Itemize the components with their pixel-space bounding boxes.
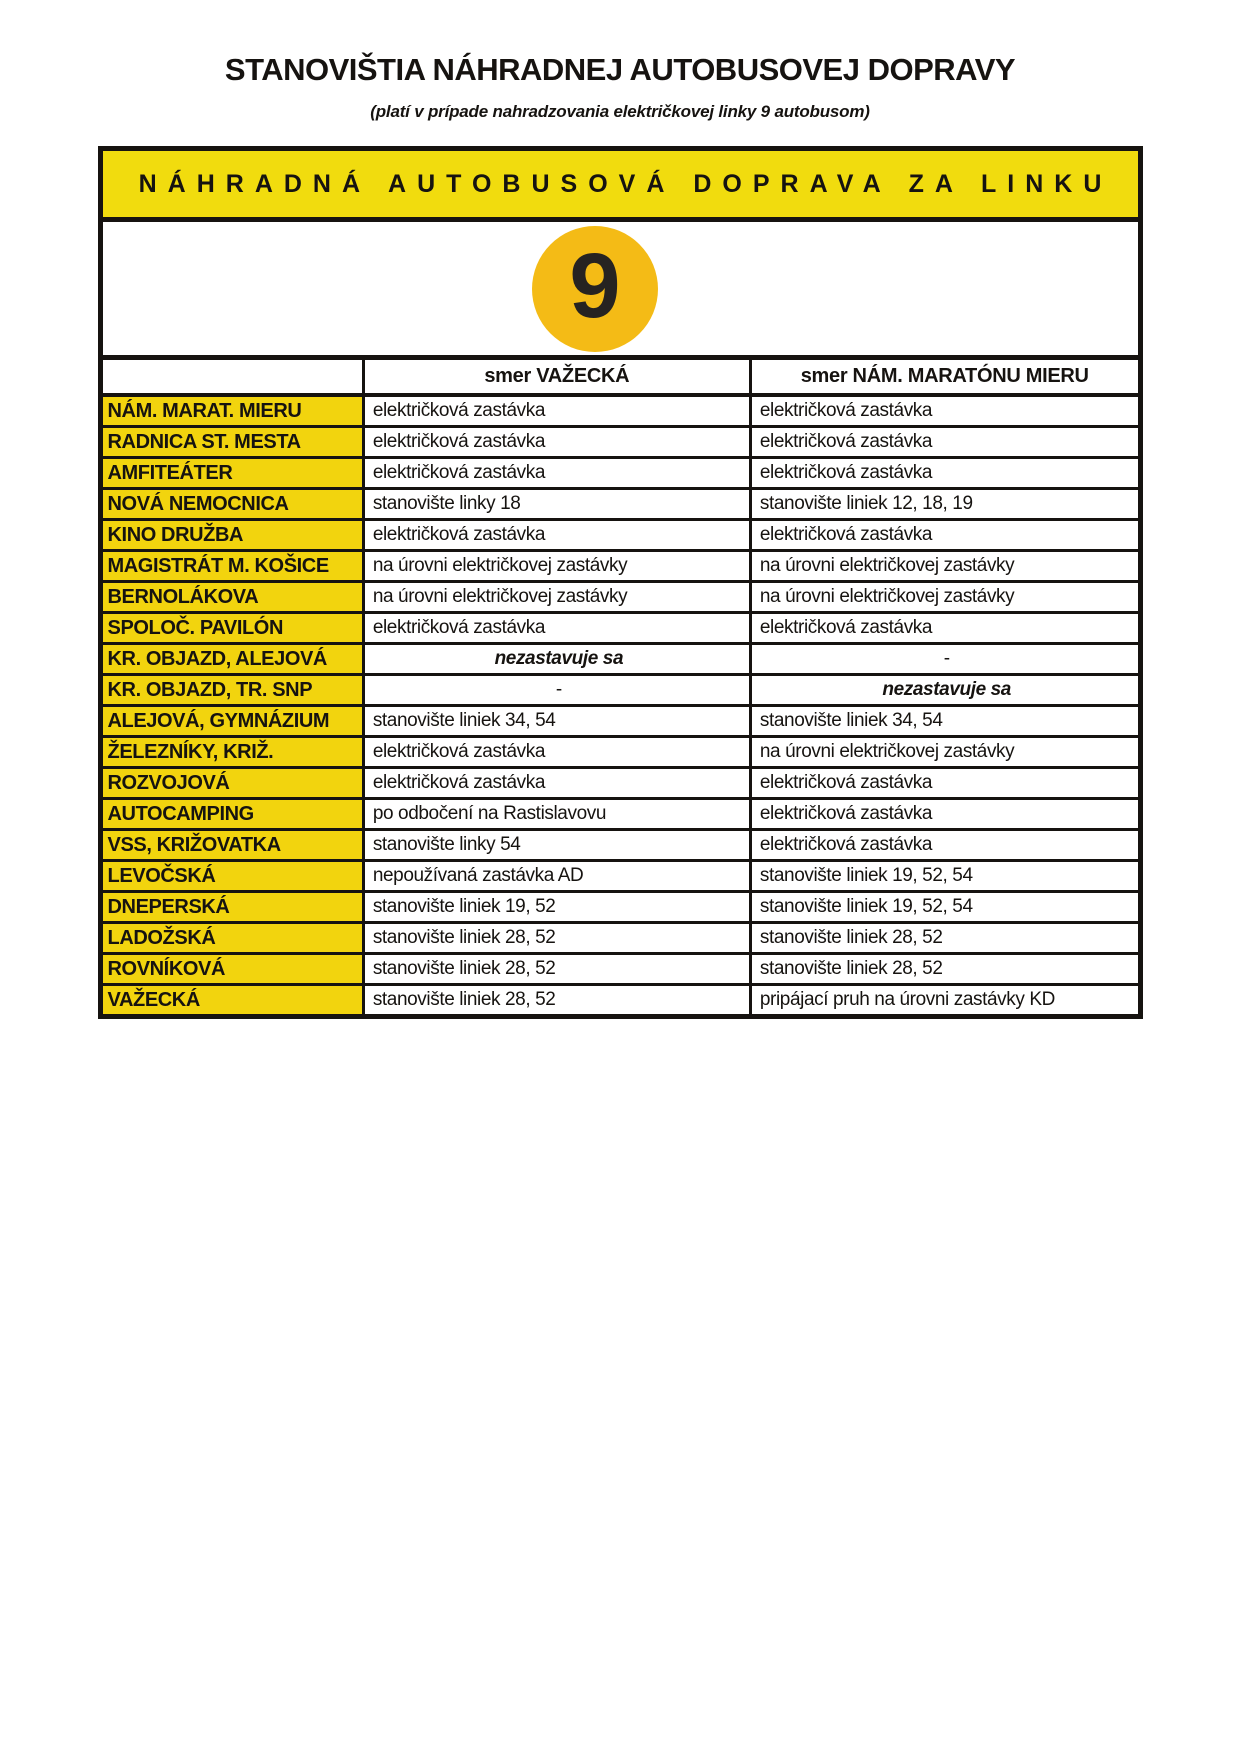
dir-vazecka-cell: - xyxy=(363,675,750,706)
dir-maratonu-mieru-cell: stanovište liniek 19, 52, 54 xyxy=(750,892,1137,923)
table-row xyxy=(103,613,1138,644)
dir-maratonu-mieru-cell: električková zastávka xyxy=(750,427,1137,458)
stop-name-cell: MAGISTRÁT M. KOŠICE xyxy=(103,551,364,582)
dir-vazecka-cell: stanovište liniek 34, 54 xyxy=(363,706,750,737)
dir-maratonu-mieru-cell: na úrovni električkovej zastávky xyxy=(750,582,1137,613)
table-row xyxy=(103,582,1138,613)
stop-name-cell: VAŽECKÁ xyxy=(103,985,364,1015)
table-row xyxy=(103,985,1138,1015)
dir-vazecka-cell: nepoužívaná zastávka AD xyxy=(363,861,750,892)
dir-maratonu-mieru-cell: električková zastávka xyxy=(750,395,1137,427)
table-row xyxy=(103,923,1138,954)
stop-name-cell: RADNICA ST. MESTA xyxy=(103,427,364,458)
dir-maratonu-mieru-cell: stanovište liniek 34, 54 xyxy=(750,706,1137,737)
table-row xyxy=(103,768,1138,799)
table-row xyxy=(103,427,1138,458)
stop-name-cell: ALEJOVÁ, GYMNÁZIUM xyxy=(103,706,364,737)
stop-name-cell: AMFITEÁTER xyxy=(103,458,364,489)
table-row xyxy=(103,644,1138,675)
stop-name-cell: ROZVOJOVÁ xyxy=(103,768,364,799)
stop-name-cell: ŽELEZNÍKY, KRIŽ. xyxy=(103,737,364,768)
dir-maratonu-mieru-cell: stanovište liniek 28, 52 xyxy=(750,954,1137,985)
stop-name-cell: KR. OBJAZD, ALEJOVÁ xyxy=(103,644,364,675)
column-header-smer-vazecka: smer VAŽECKÁ xyxy=(363,360,750,395)
dir-maratonu-mieru-cell: električková zastávka xyxy=(750,458,1137,489)
dir-vazecka-cell: električková zastávka xyxy=(363,737,750,768)
column-header-smer-maratonu-mieru: smer NÁM. MARATÓNU MIERU xyxy=(750,360,1137,395)
dir-vazecka-cell: nezastavuje sa xyxy=(363,644,750,675)
dir-maratonu-mieru-cell: električková zastávka xyxy=(750,768,1137,799)
dir-vazecka-cell: na úrovni električkovej zastávky xyxy=(363,582,750,613)
dir-maratonu-mieru-cell: na úrovni električkovej zastávky xyxy=(750,551,1137,582)
table-row xyxy=(103,675,1138,706)
stop-name-cell: DNEPERSKÁ xyxy=(103,892,364,923)
banner xyxy=(103,151,1138,217)
table-row xyxy=(103,395,1138,427)
line-9-badge xyxy=(532,226,658,352)
table-row xyxy=(103,861,1138,892)
dir-vazecka-cell: stanovište linky 18 xyxy=(363,489,750,520)
dir-maratonu-mieru-cell: na úrovni električkovej zastávky xyxy=(750,737,1137,768)
dir-maratonu-mieru-cell: električková zastávka xyxy=(750,830,1137,861)
stop-name-cell: KR. OBJAZD, TR. SNP xyxy=(103,675,364,706)
line-badge-area xyxy=(103,217,1138,360)
stop-name-cell: ROVNÍKOVÁ xyxy=(103,954,364,985)
stop-name-cell: NOVÁ NEMOCNICA xyxy=(103,489,364,520)
stop-name-cell: SPOLOČ. PAVILÓN xyxy=(103,613,364,644)
header-row xyxy=(103,360,1138,395)
dir-vazecka-cell: električková zastávka xyxy=(363,520,750,551)
stops-table xyxy=(103,360,1138,1014)
table-row xyxy=(103,954,1138,985)
stop-name-cell: VSS, KRIŽOVATKA xyxy=(103,830,364,861)
dir-maratonu-mieru-cell: nezastavuje sa xyxy=(750,675,1137,706)
dir-maratonu-mieru-cell: električková zastávka xyxy=(750,799,1137,830)
stop-name-cell: NÁM. MARAT. MIERU xyxy=(103,395,364,427)
table-row xyxy=(103,737,1138,768)
stops-table-body xyxy=(103,395,1138,1014)
dir-vazecka-cell: električková zastávka xyxy=(363,613,750,644)
stop-name-cell: LEVOČSKÁ xyxy=(103,861,364,892)
dir-vazecka-cell: električková zastávka xyxy=(363,427,750,458)
dir-maratonu-mieru-cell: stanovište liniek 28, 52 xyxy=(750,923,1137,954)
dir-vazecka-cell: na úrovni električkovej zastávky xyxy=(363,551,750,582)
dir-maratonu-mieru-cell: stanovište liniek 19, 52, 54 xyxy=(750,861,1137,892)
table-row xyxy=(103,551,1138,582)
dir-vazecka-cell: stanovište liniek 28, 52 xyxy=(363,923,750,954)
dir-maratonu-mieru-cell: stanovište liniek 12, 18, 19 xyxy=(750,489,1137,520)
dir-vazecka-cell: po odbočení na Rastislavovu xyxy=(363,799,750,830)
stop-name-cell: BERNOLÁKOVA xyxy=(103,582,364,613)
dir-maratonu-mieru-cell: - xyxy=(750,644,1137,675)
dir-vazecka-cell: stanovište liniek 19, 52 xyxy=(363,892,750,923)
notice-board xyxy=(98,146,1143,1019)
dir-vazecka-cell: stanovište liniek 28, 52 xyxy=(363,954,750,985)
page-subtitle: (platí v prípade nahradzovania električkovej linky 9 autobusom) xyxy=(370,102,870,121)
banner-text: NÁHRADNÁ AUTOBUSOVÁ DOPRAVA ZA LINKU xyxy=(138,169,1113,198)
table-row xyxy=(103,830,1138,861)
dir-vazecka-cell: električková zastávka xyxy=(363,768,750,799)
stop-name-cell: AUTOCAMPING xyxy=(103,799,364,830)
dir-maratonu-mieru-cell: električková zastávka xyxy=(750,613,1137,644)
dir-vazecka-cell: stanovište linky 54 xyxy=(363,830,750,861)
dir-vazecka-cell: električková zastávka xyxy=(363,395,750,427)
table-row xyxy=(103,706,1138,737)
dir-maratonu-mieru-cell: pripájací pruh na úrovni zastávky KD xyxy=(750,985,1137,1015)
line-number: 9 xyxy=(569,234,621,337)
stop-name-cell: KINO DRUŽBA xyxy=(103,520,364,551)
column-header-stop xyxy=(103,360,364,395)
dir-maratonu-mieru-cell: električková zastávka xyxy=(750,520,1137,551)
stops-table-header xyxy=(103,360,1138,395)
stop-name-cell: LADOŽSKÁ xyxy=(103,923,364,954)
page-title: STANOVIŠTIA NÁHRADNEJ AUTOBUSOVEJ DOPRAVY xyxy=(224,52,1016,87)
table-row xyxy=(103,489,1138,520)
table-row xyxy=(103,520,1138,551)
table-row xyxy=(103,799,1138,830)
dir-vazecka-cell: stanovište liniek 28, 52 xyxy=(363,985,750,1015)
table-row xyxy=(103,458,1138,489)
table-row xyxy=(103,892,1138,923)
dir-vazecka-cell: električková zastávka xyxy=(363,458,750,489)
